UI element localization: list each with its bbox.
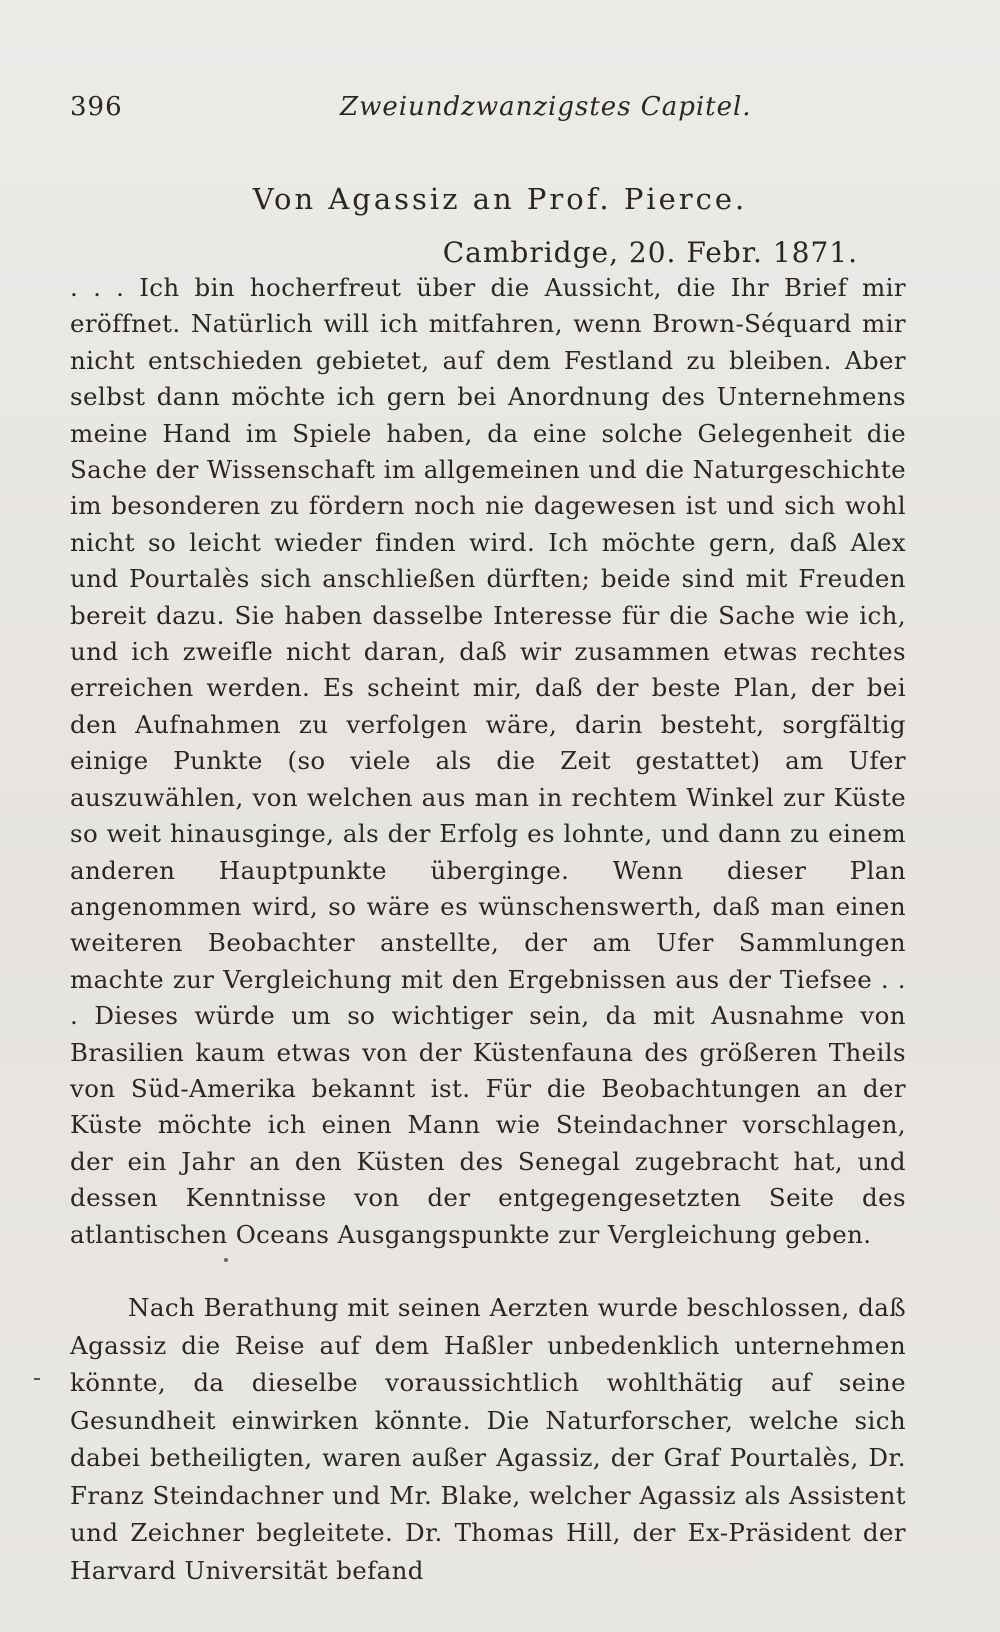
letter-body: . . . Ich bin hocherfreut über die Aussicht, die Ihr Brief mir eröffnet. Natürlich will ich mitfahren, wenn Brown-Séquard mir nicht entschieden gebietet, auf dem Festland zu bleiben. Aber selbst dann möchte ich gern bei Anordnung des Unternehmens meine Hand im Spiele haben, da eine solche Gelegenheit die Sache der Wissenschaft im allgemeinen und die Naturgeschichte im besonderen zu fördern noch nie dagewesen ist und sich wohl nicht so leicht wieder finden wird. Ich möchte gern, daß Alex und Pourtalès sich anschließen dürften; beide sind mit Freuden bereit dazu. Sie haben dasselbe Interesse für die Sache wie ich, und ich zweifle nicht daran, daß wir zusammen etwas rechtes erreichen werden. Es scheint mir, daß der beste Plan, der bei den Aufnahmen zu verfolgen wäre, darin besteht, sorgfältig einige Punkte (so viele als die Zeit gestattet) am Ufer auszuwählen, von welchen aus man in rechtem Winkel zur Küste so weit hinausginge, als der Erfolg es lohnte, und dann zu einem anderen Hauptpunkte überginge. Wenn dieser Plan angenommen wird, so wäre es wünschenswerth, daß man einen weiteren Beobachter anstellte, der am Ufer Sammlungen machte zur Vergleichung mit den Ergebnissen aus der Tiefsee . . . Dieses würde um so wichtiger sein, da mit Ausnahme von Brasilien kaum etwas von der Küstenfauna des größeren Theils von Süd-Amerika bekannt ist. Für die Beobachtungen an der Küste möchte ich einen Mann wie Steindachner vorschlagen, der ein Jahr an den Küsten des Senegal zugebracht hat, und dessen Kenntnisse von der entgegengesetzten Seite des atlantischen Oceans Ausgangspunkte zur Vergleichung geben. (70, 273, 906, 1249)
page-number: 396 (70, 92, 123, 122)
separator-dot (224, 1258, 228, 1262)
narrative-paragraph: Nach Berathung mit seinen Aerzten wurde beschlossen, daß Agassiz die Reise auf dem Haßler unbedenklich unternehmen könnte, da dieselbe voraussichtlich wohlthätig auf seine Gesundheit einwirken könnte. Die Naturforscher, welche sich dabei betheiligten, waren außer Agassiz, der Graf Pourtalès, Dr. Franz Steindachner und Mr. Blake, welcher Agassiz als Assistent und Zeichner begleitete. Dr. Thomas Hill, der Ex-Präsident der Harvard Universität befand (70, 1293, 906, 1585)
letter-title: Von Agassiz an Prof. Pierce. (252, 182, 748, 216)
running-head: Zweiundzwanzigstes Capitel. (340, 92, 752, 122)
letter-dateline: Cambridge, 20. Febr. 1871. (442, 236, 858, 269)
margin-mark (34, 1378, 40, 1380)
page-header (70, 92, 930, 132)
